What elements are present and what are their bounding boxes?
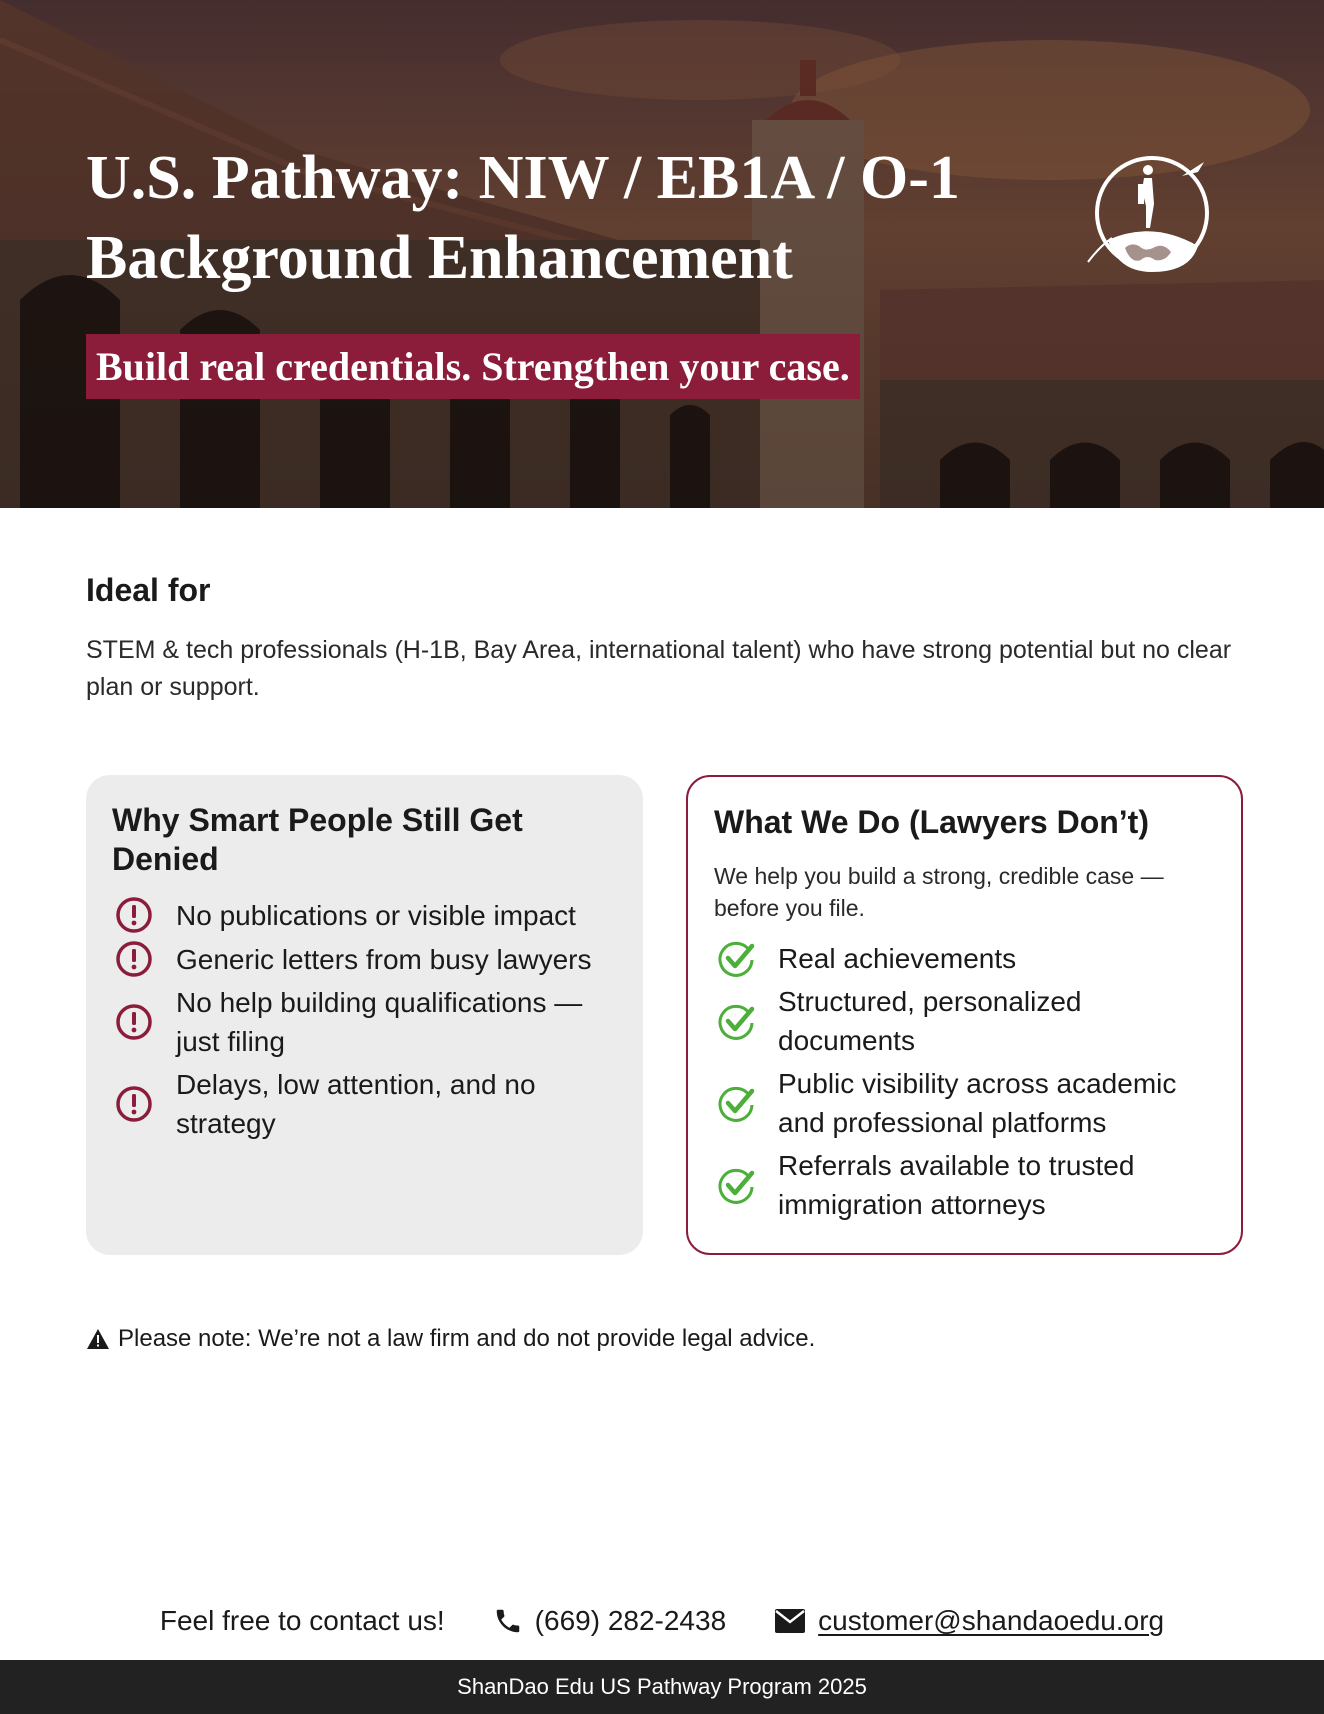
what-we-do-card (686, 775, 1243, 1255)
contact-prompt-text: Feel free to contact us! (159, 1605, 445, 1636)
phone-number[interactable]: (669) 282-2438 (534, 1605, 727, 1636)
check-circle-icon (716, 1165, 756, 1205)
list-item (714, 982, 1215, 1060)
list-item-text: Delays, low attention, and no strategy (176, 1069, 536, 1139)
ideal-for-heading: Ideal for (86, 572, 211, 608)
contact-bar (0, 1605, 1324, 1637)
ideal-for-text: STEM & tech professionals (H-1B, Bay Area, international talent) who have strong potential but no clear plan or support. (86, 636, 1232, 701)
list-item (714, 1064, 1215, 1142)
contact-email[interactable] (774, 1605, 1164, 1637)
alert-circle-icon (114, 1084, 154, 1124)
list-item (112, 1065, 617, 1143)
list-item-text: Public visibility across academic and professional platforms (778, 1068, 1177, 1138)
disclaimer-text: Please note: We’re not a law firm and do not provide legal advice. (118, 1325, 816, 1352)
list-item (112, 895, 617, 935)
warning-triangle-icon (86, 1328, 110, 1350)
contact-phone[interactable] (493, 1605, 726, 1637)
hero-title (86, 138, 1006, 298)
list-item (714, 938, 1215, 978)
alert-circle-icon (114, 939, 154, 979)
what-we-do-list (714, 938, 1215, 1224)
list-item-text: No publications or visible impact (176, 899, 576, 931)
check-circle-icon (716, 938, 756, 978)
list-item (112, 983, 617, 1061)
envelope-icon (774, 1608, 806, 1634)
footer-bar: ShanDao Edu US Pathway Program 2025 (0, 1660, 1324, 1714)
list-item (714, 1146, 1215, 1224)
list-item-text: Structured, personalized documents (778, 986, 1082, 1056)
globe-traveler-logo-icon (1080, 150, 1210, 280)
list-item (112, 939, 617, 979)
why-denied-list (112, 895, 617, 1143)
hero-title-line2: Background Enhancement (86, 224, 793, 292)
why-denied-card (86, 775, 643, 1255)
check-circle-icon (716, 1083, 756, 1123)
what-we-do-subtitle: We help you build a strong, credible case — before you file. (714, 863, 1164, 921)
what-we-do-title: What We Do (Lawyers Don’t) (714, 804, 1149, 840)
alert-circle-icon (114, 1002, 154, 1042)
list-item-text: No help building qualifications — just filing (176, 987, 583, 1057)
list-item-text: Generic letters from busy lawyers (176, 943, 592, 975)
phone-icon (493, 1606, 523, 1636)
contact-prompt (160, 1605, 445, 1637)
alert-circle-icon (114, 895, 154, 935)
why-denied-title: Why Smart People Still Get Denied (112, 802, 523, 877)
check-circle-icon (716, 1001, 756, 1041)
hero-title-line1: U.S. Pathway: NIW / EB1A / O-1 (86, 144, 960, 212)
hero-tagline: Build real credentials. Strengthen your case. (86, 334, 860, 399)
list-item-text: Referrals available to trusted immigration attorneys (778, 1150, 1135, 1220)
email-link[interactable]: customer@shandaoedu.org (818, 1605, 1165, 1636)
list-item-text: Real achievements (778, 942, 1017, 974)
legal-disclaimer-note (86, 1325, 815, 1353)
hero-banner (0, 0, 1324, 508)
